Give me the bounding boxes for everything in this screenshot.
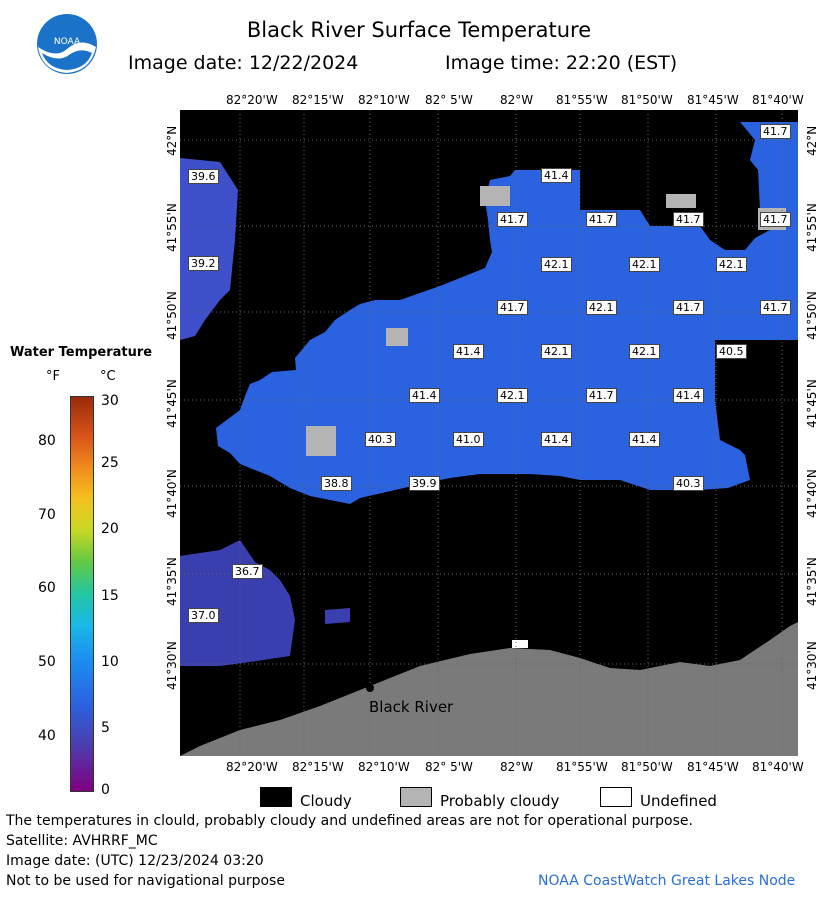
temp-label: 41.4	[673, 388, 704, 403]
lat-label-left: 41°35'N	[165, 557, 179, 606]
temp-label: 40.3	[673, 476, 704, 491]
lon-label-top: 82°10'W	[358, 93, 410, 107]
lon-label-bottom: 82°15'W	[292, 760, 344, 774]
nav-warning: Not to be used for navigational purpose	[6, 873, 285, 889]
lat-label-right: 41°35'N	[805, 557, 819, 606]
lon-label-top: 82°W	[500, 93, 534, 107]
lat-label-left: 41°30'N	[165, 641, 179, 690]
lon-label-top: 81°50'W	[621, 93, 673, 107]
credit: NOAA CoastWatch Great Lakes Node	[538, 873, 796, 889]
temp-label: 42.1	[716, 257, 747, 272]
temp-label: 39.9	[409, 476, 440, 491]
lon-label-bottom: 82°20'W	[226, 760, 278, 774]
temp-label: 41.7	[586, 388, 617, 403]
temp-label: 41.4	[541, 432, 572, 447]
lon-label-top: 82°15'W	[292, 93, 344, 107]
temp-label: 41.4	[453, 344, 484, 359]
c-tick: 5	[101, 720, 110, 736]
lat-label-left: 42°N	[165, 125, 179, 156]
c-tick: 30	[101, 393, 119, 409]
f-tick: 80	[38, 433, 56, 449]
temp-label: 41.7	[673, 212, 704, 227]
f-tick: 40	[38, 728, 56, 744]
temp-label: 38.8	[321, 476, 352, 491]
temp-label: 41.7	[760, 300, 791, 315]
lon-label-top: 81°40'W	[752, 93, 804, 107]
lon-label-top: 81°45'W	[687, 93, 739, 107]
lat-label-left: 41°45'N	[165, 379, 179, 428]
lat-label-right: 41°45'N	[805, 379, 819, 428]
f-tick: 50	[38, 654, 56, 670]
lat-label-right: 41°30'N	[805, 641, 819, 690]
unit-c: °C	[100, 369, 116, 384]
lon-label-bottom: 81°55'W	[556, 760, 608, 774]
c-tick: 25	[101, 455, 119, 471]
black-river-marker	[366, 684, 374, 692]
temperature-map	[180, 110, 798, 756]
temp-label: 41.7	[497, 300, 528, 315]
temp-label: 41.4	[409, 388, 440, 403]
temp-label: 42.1	[541, 257, 572, 272]
lat-label-left: 41°40'N	[165, 469, 179, 518]
undefined-patch	[512, 640, 528, 648]
temp-label: 41.4	[629, 432, 660, 447]
temp-label: 36.7	[232, 564, 263, 579]
c-tick: 15	[101, 588, 119, 604]
lon-label-top: 81°55'W	[556, 93, 608, 107]
f-tick: 60	[38, 580, 56, 596]
undefined-swatch	[600, 787, 632, 807]
temp-label: 39.2	[188, 256, 219, 271]
temp-label: 41.7	[760, 212, 791, 227]
lon-label-bottom: 81°45'W	[687, 760, 739, 774]
temp-label: 37.0	[188, 608, 219, 623]
logo-text: NOAA	[53, 37, 81, 47]
temp-label: 42.1	[497, 388, 528, 403]
small-water-patch	[325, 608, 350, 624]
probably-cloudy-patch	[306, 426, 336, 456]
c-tick: 10	[101, 654, 119, 670]
temp-label: 41.4	[541, 168, 572, 183]
lon-label-bottom: 82°10'W	[358, 760, 410, 774]
f-tick: 70	[38, 507, 56, 523]
c-tick: 20	[101, 521, 119, 537]
temp-label: 41.7	[673, 300, 704, 315]
probably-cloudy-patch	[666, 194, 696, 208]
temp-label: 42.1	[629, 257, 660, 272]
color-scale-bar	[70, 396, 94, 792]
temp-label: 42.1	[586, 300, 617, 315]
temp-label: 40.5	[716, 344, 747, 359]
probably-cloudy-label: Probably cloudy	[440, 792, 560, 810]
legend-title: Water Temperature	[10, 345, 153, 360]
probably-cloudy-patch	[386, 328, 408, 346]
temp-label: 41.7	[497, 212, 528, 227]
lat-label-left: 41°50'N	[165, 291, 179, 340]
lat-label-right: 41°40'N	[805, 469, 819, 518]
temp-label: 39.6	[188, 169, 219, 184]
image-time: Image time: 22:20 (EST)	[445, 52, 678, 74]
c-tick: 0	[101, 782, 110, 798]
unit-f: °F	[46, 369, 60, 384]
lon-label-bottom: 81°40'W	[752, 760, 804, 774]
temp-label: 41.0	[453, 432, 484, 447]
temp-label: 42.1	[541, 344, 572, 359]
satellite-info: Satellite: AVHRRF_MC	[6, 833, 158, 849]
place-label: Black River	[369, 698, 454, 716]
lat-label-left: 41°55'N	[165, 203, 179, 252]
cloudy-swatch	[260, 787, 292, 807]
lon-label-bottom: 82°W	[500, 760, 534, 774]
undefined-label: Undefined	[640, 792, 717, 810]
temp-label: 41.7	[760, 124, 791, 139]
temp-label: 42.1	[629, 344, 660, 359]
cloudy-label: Cloudy	[300, 792, 352, 810]
lon-label-bottom: 82° 5'W	[425, 760, 473, 774]
lat-label-right: 42°N	[805, 125, 819, 156]
page-title: Black River Surface Temperature	[246, 18, 592, 42]
lon-label-top: 82°20'W	[226, 93, 278, 107]
probably-cloudy-swatch	[400, 787, 432, 807]
temp-label: 41.7	[586, 212, 617, 227]
probably-cloudy-patch	[480, 186, 510, 206]
lon-label-top: 82° 5'W	[425, 93, 473, 107]
lat-label-right: 41°50'N	[805, 291, 819, 340]
utc-date: Image date: (UTC) 12/23/2024 03:20	[6, 853, 264, 869]
lon-label-bottom: 81°50'W	[621, 760, 673, 774]
image-date: Image date: 12/22/2024	[128, 52, 359, 74]
disclaimer: The temperatures in clould, probably cloudy and undefined areas are not for operational purpose.	[6, 813, 693, 829]
temp-label: 40.3	[365, 432, 396, 447]
lat-label-right: 41°55'N	[805, 203, 819, 252]
